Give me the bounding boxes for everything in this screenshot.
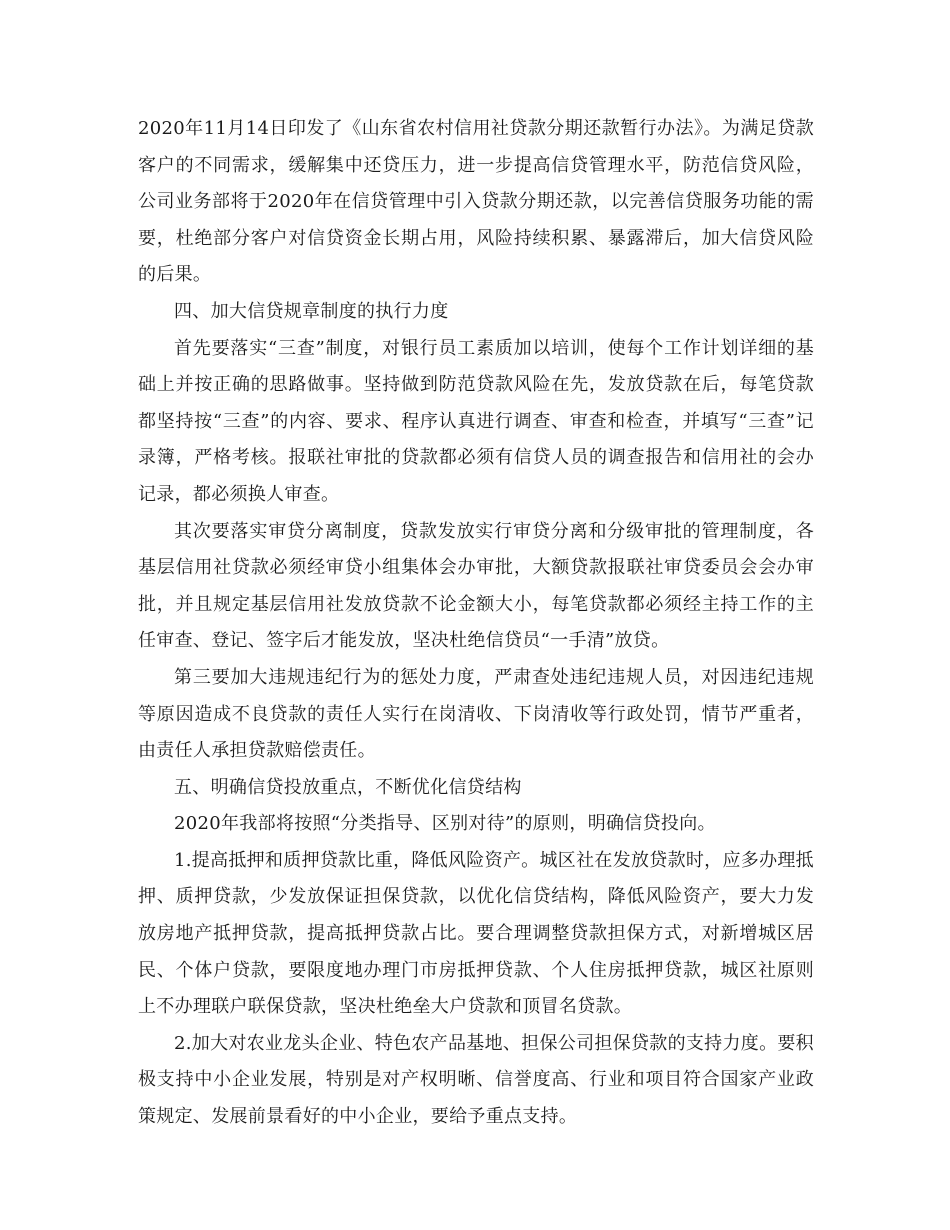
section-heading-five: 五、明确信贷投放重点，不断优化信贷结构 xyxy=(174,776,522,798)
list-item-2: 2.加大对农业龙头企业、特色农产品基地、担保公司担保贷款的支持力度。要积极支持中小企业发展，特别是对产权明晰、信誉度高、行业和项目符合国家产业政策规定、发展前景看好的中小企业，要给予重点支持。 xyxy=(138,1032,814,1128)
section-heading-four: 四、加大信贷规章制度的执行力度 xyxy=(174,300,449,322)
list-item-1: 1.提高抵押和质押贷款比重，降低风险资产。城区社在发放贷款时，应多办理抵押、质押贷款，少发放保证担保贷款，以优化信贷结构，降低风险资产，要大力发放房地产抵押贷款，提高抵押贷款占比。要合理调整贷款担保方式，对新增城区居民、个体户贷款，要限度地办理门市房抵押贷款、个人住房抵押贷款，城区社原则上不办理联户联保贷款，坚决杜绝垒大户贷款和顶冒名贷款。 xyxy=(138,849,814,1018)
paragraph-three-checks: 首先要落实“三查”制度，对银行员工素质加以培训，使每个工作计划详细的基础上并按正确的思路做事。坚持做到防范贷款风险在先，发放贷款在后，每笔贷款都坚持按“三查”的内容、要求、程序认真进行调查、审查和检查，并填写“三查”记录簿，严格考核。报联社审批的贷款都必须有信贷人员的调查报告和信用社的会办记录，都必须换人审查。 xyxy=(138,337,814,505)
paragraph-continuation: 2020年11月14日印发了《山东省农村信用社贷款分期还款暂行办法》。为满足贷款客户的不同需求，缓解集中还贷压力，进一步提高信贷管理水平，防范信贷风险，公司业务部将于2020年在信贷管理中引入贷款分期还款，以完善信贷服务功能的需要，杜绝部分客户对信贷资金长期占用，风险持续积累、暴露滞后，加大信贷风险的后果。 xyxy=(138,118,814,286)
paragraph-penalties: 第三要加大违规违纪行为的惩处力度，严肃查处违纪违规人员，对因违纪违规等原因造成不良贷款的责任人实行在岗清收、下岗清收等行政处罚，情节严重者，由责任人承担贷款赔偿责任。 xyxy=(138,666,814,762)
paragraph-review-separation: 其次要落实审贷分离制度，贷款发放实行审贷分离和分级审批的管理制度，各基层信用社贷款必须经审贷小组集体会办审批，大额贷款报联社审贷委员会会办审批，并且规定基层信用社发放贷款不论金额大小，每笔贷款都必须经主持工作的主任审查、登记、签字后才能发放，坚决杜绝信贷员“一手清”放贷。 xyxy=(138,520,814,652)
paragraph-principle: 2020年我部将按照“分类指导、区别对待”的原则，明确信贷投向。 xyxy=(174,813,716,835)
document-body xyxy=(138,111,814,1136)
